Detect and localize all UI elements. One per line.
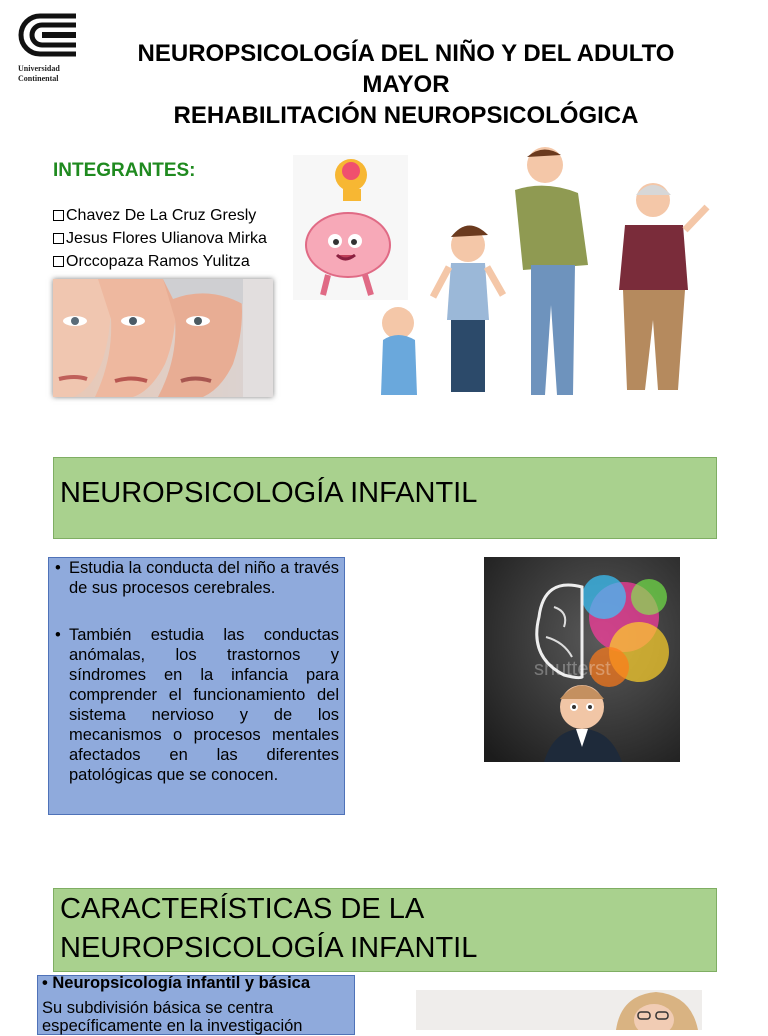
child-brain-image	[484, 557, 680, 762]
member-name: Orccopaza Ramos Yulitza	[66, 253, 250, 270]
page-title	[100, 38, 712, 131]
logo-text-line2: Continental	[18, 74, 59, 83]
member-item	[53, 227, 293, 250]
title-line1: NEUROPSICOLOGÍA DEL NIÑO Y DEL ADULTO	[137, 40, 675, 67]
member-item	[53, 204, 293, 227]
title-line3: REHABILITACIÓN NEUROPSICOLÓGICA	[173, 102, 639, 129]
member-item	[53, 250, 293, 273]
checkbox-bullet-icon	[53, 233, 64, 244]
bullet-title-text: Neuropsicología infantil y básica	[52, 974, 311, 992]
member-name: Jesus Flores Ulianova Mirka	[66, 230, 267, 247]
integrantes-heading: INTEGRANTES:	[53, 160, 196, 181]
section1-heading: NEUROPSICOLOGÍA INFANTIL	[60, 477, 478, 509]
checkbox-bullet-icon	[53, 256, 64, 267]
section2-bullet-title: • Neuropsicología infantil y básica	[42, 974, 311, 992]
section1-text-box	[48, 557, 345, 815]
aging-faces-image	[53, 279, 273, 397]
bullet-text: Estudia la conducta del niño a través de sus procesos cerebrales.	[69, 559, 339, 597]
logo-text	[18, 64, 88, 84]
bullet-paragraph	[55, 625, 339, 785]
bullet-dot-icon: •	[55, 559, 61, 577]
members-list	[53, 204, 293, 273]
member-name: Chavez De La Cruz Gresly	[66, 207, 257, 224]
section2-heading: CARACTERÍSTICAS DE LA NEUROPSICOLOGÍA INFANTIL	[60, 893, 478, 964]
bullet-text: También estudia las conductas anómalas, los trastornos y síndromes en la infancia para comprender el funcionamiento del sistema nervioso y de los mecanismos o procesos mentales afectados en las diferentes patológicas que se conocen.	[69, 626, 339, 784]
logo-text-line1: Universidad	[18, 64, 60, 73]
checkbox-bullet-icon	[53, 210, 64, 221]
watermark-text: shutterst	[534, 658, 611, 680]
section2-text-line2: específicamente en la investigación	[42, 1017, 303, 1035]
title-line2: MAYOR	[362, 71, 450, 98]
bullet-dot-icon: •	[55, 626, 61, 644]
woman-photo-image	[416, 990, 702, 1030]
section2-text-line1: Su subdivisión básica se centra	[42, 999, 274, 1017]
life-stages-illustration	[293, 145, 723, 400]
bullet-paragraph	[55, 558, 339, 598]
